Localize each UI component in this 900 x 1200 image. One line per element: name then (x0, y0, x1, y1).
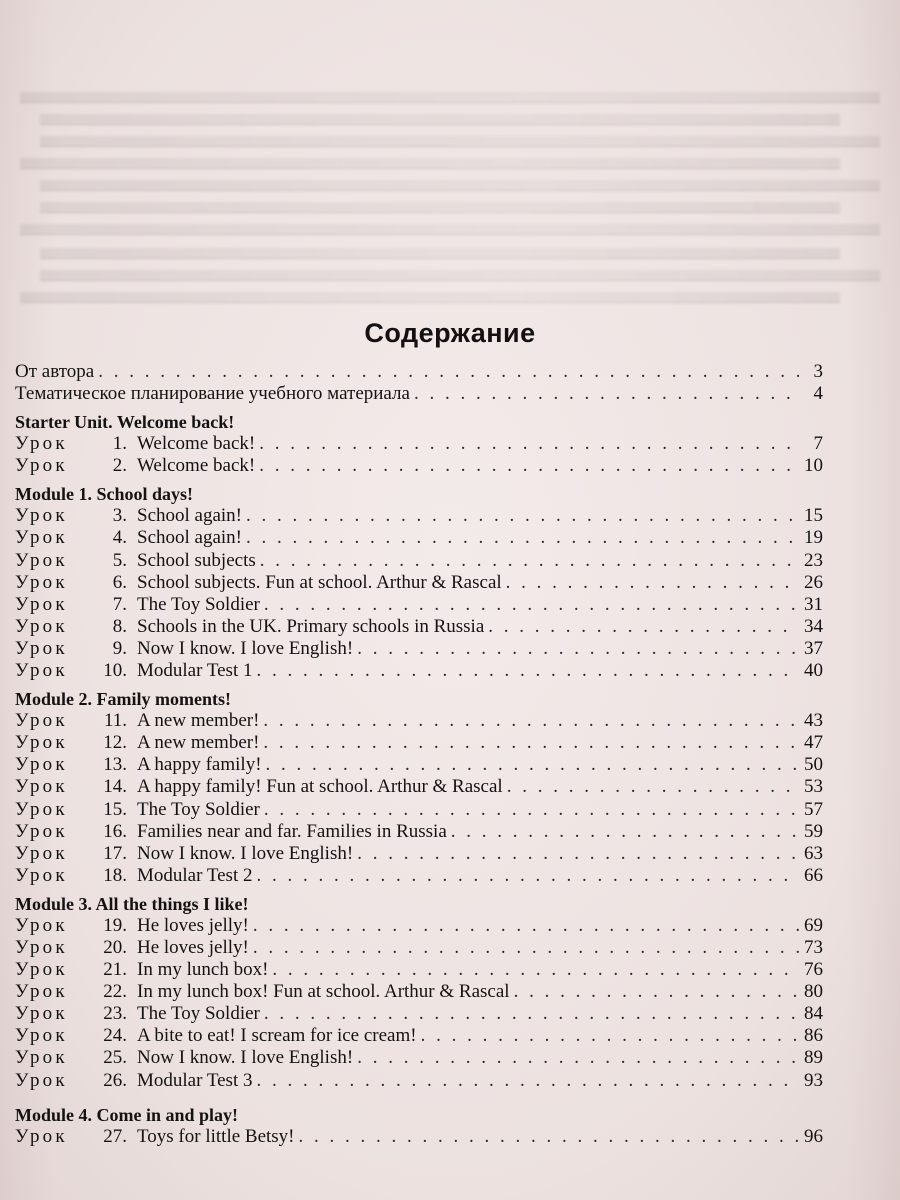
lesson-page: 84 (804, 1003, 823, 1025)
lesson-label (15, 594, 260, 616)
dot-leader (253, 937, 799, 959)
lesson-label (15, 572, 502, 594)
lesson-word: Урок (15, 776, 68, 798)
lesson-label (15, 710, 259, 732)
module-heading[interactable]: Module 1. School days! (15, 484, 194, 505)
lesson-page: 59 (804, 820, 823, 842)
lesson-title: Now I know. I love English! (137, 1047, 354, 1069)
dot-leader (451, 821, 799, 843)
dot-leader (514, 981, 799, 1003)
lesson-label (15, 959, 268, 981)
lesson-word: Урок (15, 936, 68, 958)
lesson-number: 25. (103, 1047, 127, 1069)
lesson-page: 86 (804, 1025, 823, 1047)
lesson-entry[interactable] (15, 937, 823, 959)
lesson-title: The Toy Soldier (137, 593, 260, 615)
lesson-entry[interactable] (15, 915, 823, 937)
lesson-entry[interactable] (15, 572, 823, 594)
lesson-label (15, 455, 255, 477)
lesson-number: 13. (103, 754, 127, 776)
lesson-entry[interactable] (15, 981, 823, 1003)
lesson-entry[interactable] (15, 821, 823, 843)
dot-leader (253, 915, 799, 937)
lesson-title: A new member! (137, 732, 260, 754)
lesson-label (15, 937, 249, 959)
lesson-page: 89 (804, 1047, 823, 1069)
ghost-line (40, 114, 840, 125)
lesson-title: A happy family! (137, 754, 262, 776)
toc-entry[interactable] (15, 361, 823, 383)
lesson-number: 21. (103, 959, 127, 981)
lesson-title: In my lunch box! (137, 959, 269, 981)
lesson-entry[interactable] (15, 1070, 823, 1092)
page-title: Содержание (364, 318, 536, 348)
lesson-number: 6. (112, 571, 127, 593)
lesson-entry[interactable] (15, 799, 823, 821)
lesson-page: 15 (804, 505, 823, 527)
lesson-number: 8. (112, 615, 127, 637)
lesson-label (15, 550, 256, 572)
lesson-number: 22. (103, 981, 127, 1003)
lesson-page: 7 (813, 433, 823, 455)
entry-title: От автора (15, 361, 95, 382)
lesson-label (15, 660, 252, 682)
dot-leader (357, 1047, 799, 1069)
lesson-label (15, 915, 249, 937)
lesson-title: School again! (137, 527, 243, 549)
lesson-page: 93 (804, 1069, 823, 1091)
lesson-word: Урок (15, 798, 68, 820)
lesson-word: Урок (15, 549, 68, 571)
lesson-entry[interactable] (15, 527, 823, 549)
lesson-word: Урок (15, 710, 68, 732)
lesson-label (15, 776, 503, 798)
bleed-through-text (0, 0, 900, 320)
lesson-title: Modular Test 2 (137, 864, 253, 886)
lesson-number: 24. (103, 1025, 127, 1047)
lesson-label (15, 433, 255, 455)
dot-leader (357, 843, 799, 865)
lesson-word: Урок (15, 959, 68, 981)
module-heading[interactable]: Module 3. All the things I like! (15, 893, 249, 914)
modules-list (15, 411, 823, 1148)
lesson-word: Урок (15, 1003, 68, 1025)
module-section (15, 483, 823, 682)
module-heading[interactable]: Starter Unit. Welcome back! (15, 412, 235, 433)
lesson-title: The Toy Soldier (137, 798, 260, 820)
lesson-label (15, 527, 242, 549)
lesson-entry[interactable] (15, 754, 823, 776)
lesson-entry[interactable] (15, 710, 823, 732)
lesson-entry[interactable] (15, 1003, 823, 1025)
lesson-page: 43 (804, 710, 823, 732)
module-section (15, 893, 823, 1092)
lesson-page: 40 (804, 660, 823, 682)
lesson-page: 63 (804, 842, 823, 864)
lesson-title: Now I know. I love English! (137, 842, 354, 864)
lesson-entry[interactable] (15, 638, 823, 660)
module-section (15, 1104, 823, 1148)
lesson-title: Families near and far. Families in Russia (137, 820, 447, 842)
lesson-title: A bite to eat! I scream for ice cream! (137, 1025, 417, 1047)
lesson-word: Урок (15, 820, 68, 842)
lesson-number: 12. (103, 732, 127, 754)
lesson-word: Урок (15, 864, 68, 886)
lesson-number: 10. (103, 660, 127, 682)
lesson-entry[interactable] (15, 616, 823, 638)
lesson-page: 96 (804, 1125, 823, 1147)
lesson-entry[interactable] (15, 1025, 823, 1047)
dot-leader (256, 1070, 799, 1092)
lesson-page: 53 (804, 776, 823, 798)
lesson-number: 20. (103, 936, 127, 958)
front-matter (15, 361, 823, 405)
lesson-number: 26. (103, 1069, 127, 1091)
lesson-number: 4. (112, 527, 127, 549)
lesson-word: Урок (15, 637, 68, 659)
lesson-label (15, 1025, 417, 1047)
lesson-title: Toys for little Betsy! (137, 1125, 295, 1147)
dot-leader (263, 710, 799, 732)
lesson-page: 34 (804, 615, 823, 637)
lesson-word: Урок (15, 615, 68, 637)
toc-entry[interactable] (15, 383, 823, 405)
lesson-page: 80 (804, 981, 823, 1003)
lesson-word: Урок (15, 754, 68, 776)
dot-leader (299, 1126, 799, 1148)
lesson-title: He loves jelly! (137, 914, 249, 936)
lesson-entry[interactable] (15, 455, 823, 477)
lesson-page: 66 (804, 864, 823, 886)
dot-leader (263, 732, 799, 754)
dot-leader (259, 433, 799, 455)
dot-leader (506, 572, 799, 594)
ghost-line (40, 248, 840, 259)
lesson-title: A happy family! Fun at school. Arthur & Rascal (137, 776, 503, 798)
lesson-word: Урок (15, 455, 68, 477)
dot-leader (260, 550, 799, 572)
lesson-label (15, 981, 510, 1003)
lesson-number: 19. (103, 914, 127, 936)
lesson-page: 50 (804, 754, 823, 776)
dot-leader (421, 1025, 799, 1047)
lesson-number: 7. (112, 593, 127, 615)
table-of-contents (15, 361, 823, 1148)
lesson-entry[interactable] (15, 1047, 823, 1069)
module-heading[interactable]: Module 4. Come in and play! (15, 1104, 239, 1125)
lesson-page: 69 (804, 914, 823, 936)
lesson-page: 76 (804, 959, 823, 981)
dot-leader (264, 799, 799, 821)
lesson-entry[interactable] (15, 550, 823, 572)
lesson-page: 23 (804, 549, 823, 571)
lesson-entry[interactable] (15, 865, 823, 887)
dot-leader (507, 776, 799, 798)
lesson-word: Урок (15, 914, 68, 936)
lesson-word: Урок (15, 527, 68, 549)
lesson-word: Урок (15, 842, 68, 864)
ghost-line (40, 270, 880, 281)
dot-leader (246, 505, 799, 527)
lesson-entry[interactable] (15, 732, 823, 754)
lesson-label (15, 799, 260, 821)
lesson-title: A new member! (137, 710, 260, 732)
dot-leader (264, 594, 799, 616)
dot-leader (488, 616, 799, 638)
lesson-number: 23. (103, 1003, 127, 1025)
dot-leader (246, 527, 799, 549)
dot-leader (256, 660, 799, 682)
lesson-entry[interactable] (15, 433, 823, 455)
ghost-line (20, 224, 880, 235)
lesson-number: 18. (103, 864, 127, 886)
lesson-number: 16. (103, 820, 127, 842)
lesson-word: Урок (15, 505, 68, 527)
lesson-title: Welcome back! (137, 455, 256, 477)
module-section (15, 411, 823, 477)
lesson-page: 26 (804, 571, 823, 593)
lesson-label (15, 821, 447, 843)
lesson-page: 31 (804, 593, 823, 615)
dot-leader (272, 959, 799, 981)
lesson-title: In my lunch box! Fun at school. Arthur & Rascal (137, 981, 510, 1003)
lesson-entry[interactable] (15, 843, 823, 865)
lesson-word: Урок (15, 732, 68, 754)
lesson-entry[interactable] (15, 1126, 823, 1148)
lesson-title: He loves jelly! (137, 936, 249, 958)
lesson-word: Урок (15, 1025, 68, 1047)
lesson-title: Schools in the UK. Primary schools in Russia (137, 615, 485, 637)
ghost-line (40, 180, 880, 191)
lesson-word: Урок (15, 981, 68, 1003)
dot-leader (357, 638, 799, 660)
lesson-number: 5. (112, 549, 127, 571)
lesson-title: Now I know. I love English! (137, 637, 354, 659)
dot-leader (259, 455, 799, 477)
lesson-label (15, 505, 242, 527)
lesson-label (15, 1126, 295, 1148)
lesson-page: 10 (804, 455, 823, 477)
lesson-word: Урок (15, 593, 68, 615)
lesson-word: Урок (15, 433, 68, 455)
lesson-page: 19 (804, 527, 823, 549)
lesson-word: Урок (15, 571, 68, 593)
dot-leader (266, 754, 799, 776)
lesson-title: The Toy Soldier (137, 1003, 260, 1025)
ghost-line (20, 292, 840, 303)
lesson-label (15, 1003, 260, 1025)
lesson-title: Modular Test 1 (137, 660, 253, 682)
lesson-word: Урок (15, 1125, 68, 1147)
lesson-entry[interactable] (15, 776, 823, 798)
ghost-line (20, 158, 840, 169)
lesson-number: 17. (103, 842, 127, 864)
lesson-page: 73 (804, 936, 823, 958)
lesson-label (15, 732, 259, 754)
dot-leader (264, 1003, 799, 1025)
lesson-title: Welcome back! (137, 433, 256, 455)
entry-page: 4 (813, 383, 823, 405)
module-heading[interactable]: Module 2. Family moments! (15, 689, 231, 710)
dot-leader (98, 361, 799, 383)
ghost-line (40, 202, 840, 213)
lesson-word: Урок (15, 1047, 68, 1069)
ghost-line (20, 92, 880, 103)
lesson-entry[interactable] (15, 660, 823, 682)
lesson-title: School subjects. Fun at school. Arthur & Rascal (137, 571, 502, 593)
lesson-number: 2. (112, 455, 127, 477)
lesson-page: 47 (804, 732, 823, 754)
lesson-label (15, 865, 252, 887)
module-section (15, 688, 823, 887)
entry-page: 3 (813, 361, 823, 382)
lesson-label (15, 754, 262, 776)
dot-leader (414, 383, 799, 405)
lesson-page: 57 (804, 798, 823, 820)
lesson-number: 1. (112, 433, 127, 455)
lesson-title: School subjects (137, 549, 256, 571)
lesson-label (15, 1070, 252, 1092)
lesson-number: 14. (103, 776, 127, 798)
lesson-number: 27. (103, 1125, 127, 1147)
lesson-label (15, 843, 353, 865)
lesson-word: Урок (15, 1069, 68, 1091)
lesson-entry[interactable] (15, 505, 823, 527)
lesson-number: 9. (112, 637, 127, 659)
entry-title: Тематическое планирование учебного материала (15, 383, 410, 405)
lesson-word: Урок (15, 660, 68, 682)
lesson-number: 15. (103, 798, 127, 820)
lesson-label (15, 638, 353, 660)
lesson-title: Modular Test 3 (137, 1069, 253, 1091)
lesson-label (15, 1047, 353, 1069)
lesson-title: School again! (137, 505, 243, 527)
lesson-page: 37 (804, 637, 823, 659)
lesson-entry[interactable] (15, 594, 823, 616)
lesson-entry[interactable] (15, 959, 823, 981)
lesson-number: 11. (103, 710, 127, 732)
ghost-line (40, 136, 880, 147)
dot-leader (256, 865, 799, 887)
lesson-number: 3. (112, 505, 127, 527)
lesson-label (15, 616, 484, 638)
